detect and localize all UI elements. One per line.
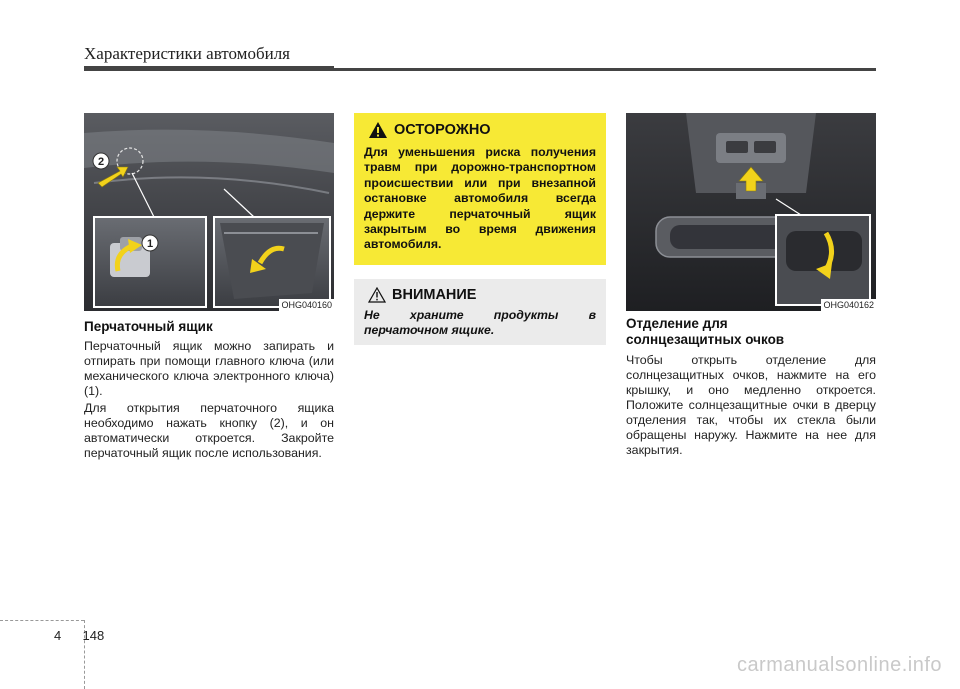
sunglass-holder-illustration bbox=[626, 113, 876, 311]
sunglass-heading-line-1: Отделение для bbox=[626, 316, 728, 331]
page-header-title: Характеристики автомобиля bbox=[84, 44, 290, 63]
sunglass-paragraph: Чтобы открыть отделение для солнцезащитных очков, нажмите на его крышку, и оно медленно откроется. Положите солнцезащитные очки в дверцу отделения так, чтобы их стекла были обращены наружу. Нажмите на нее для закрытия. bbox=[626, 353, 876, 457]
figure-code: OHG040162 bbox=[823, 300, 874, 310]
watermark-text: carmanualsonline.info bbox=[736, 654, 942, 676]
glovebox-drawing bbox=[84, 113, 334, 311]
callout-1: 1 bbox=[146, 238, 154, 250]
chapter-number: 4 bbox=[54, 628, 62, 643]
caution-title: ВНИМАНИЕ bbox=[392, 287, 477, 303]
warning-title: ОСТОРОЖНО bbox=[394, 122, 491, 138]
glovebox-heading: Перчаточный ящик bbox=[84, 319, 213, 334]
caution-text: Не храните продукты в перчаточном ящике. bbox=[364, 308, 596, 337]
sunglass-holder-drawing bbox=[626, 113, 876, 311]
figure-code: OHG040160 bbox=[281, 300, 332, 310]
footer-rule-horizontal bbox=[0, 620, 84, 621]
warning-header bbox=[368, 121, 596, 139]
caution-box bbox=[354, 279, 606, 345]
caution-triangle-icon bbox=[368, 287, 386, 303]
page-number-value: 148 bbox=[82, 628, 105, 643]
glovebox-paragraph-2: Для открытия перчаточного ящика необходимо нажать кнопку (2), и он автоматически откроется. Закройте перчаточный ящик после использования. bbox=[84, 401, 334, 460]
warning-box bbox=[354, 113, 606, 265]
glovebox-paragraph-1: Перчаточный ящик можно запирать и отпирать при помощи главного ключа (или механического ключа электронного ключа) (1). bbox=[84, 339, 334, 398]
caution-header bbox=[368, 287, 596, 303]
header-rule-accent bbox=[84, 66, 334, 71]
glovebox-illustration bbox=[84, 113, 334, 311]
warning-triangle-icon bbox=[368, 121, 388, 139]
page-number bbox=[54, 628, 104, 643]
callout-2: 2 bbox=[97, 156, 105, 168]
warning-text: Для уменьшения риска получения травм при дорожно-транспортном происшествии или при внезапной остановке автомобиля всегда держите перчаточный ящик закрытым во время движения автомобиля. bbox=[364, 145, 596, 252]
sunglass-heading bbox=[626, 316, 876, 348]
sunglass-heading-line-2: солнцезащитных очков bbox=[626, 332, 785, 347]
